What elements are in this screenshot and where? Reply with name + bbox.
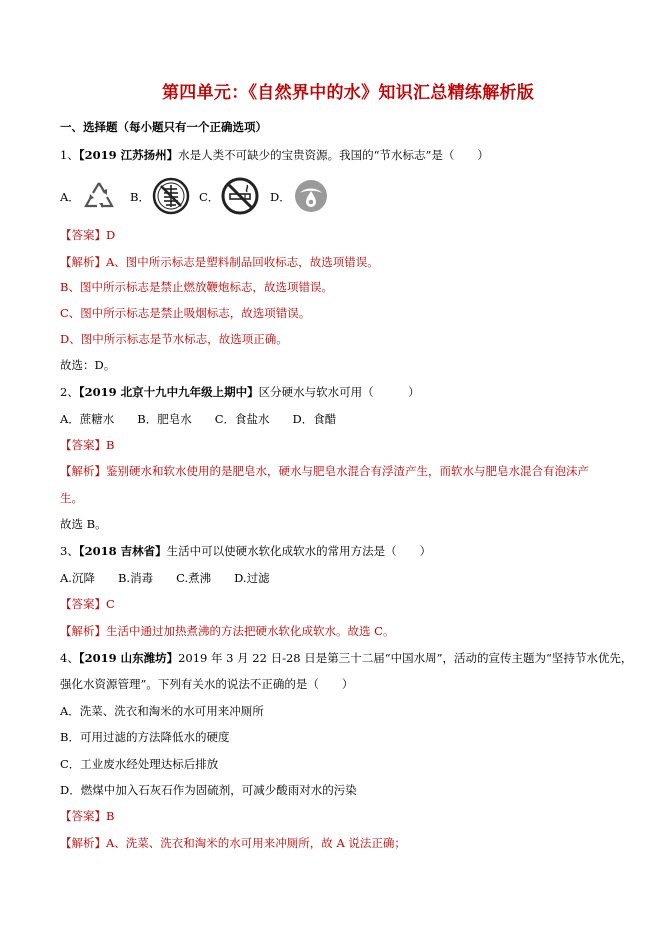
q2-answer: 【答案】B — [60, 438, 115, 452]
q1-option-b-label: B． — [130, 190, 150, 204]
q4-option-a: A．洗菜、洗衣和淘米的水可用来冲厕所 — [60, 704, 264, 718]
q1-option-d-label: D． — [270, 190, 291, 204]
q3-stem: 生活中可以使硬水软化成软水的常用方法是（ ） — [166, 544, 432, 558]
q4-stem-line-2: 强化水资源管理”。下列有关水的说法不正确的是（ ） — [60, 677, 354, 691]
q4-option-c: C．工业废水经处理达标后排放 — [60, 757, 219, 771]
q1-stem: 水是人类不可缺少的宝贵资源。我国的“节水标志”是（ ） — [178, 148, 489, 162]
q4-option-d: D．燃煤中加入石灰石作为固硫剂，可减少酸雨对水的污染 — [60, 783, 357, 797]
q1-option-a-label: A． — [60, 190, 80, 204]
recycle-icon — [80, 177, 118, 215]
q4-source: 【2019 山东潍坊】 — [78, 651, 179, 665]
no-firecracker-icon — [152, 177, 190, 215]
q4-stem-line-1: 2019 年 3 月 22 日-28 日是第三十二届“中国水周”，活动的宣传主题为“坚持节水优先， — [178, 651, 633, 665]
q1-option-c-label: C． — [199, 190, 220, 204]
q3-number: 3、 — [60, 544, 79, 558]
q1-analysis-d: D、图中所示标志是节水标志，故选项正确。 — [60, 332, 288, 346]
question-4 — [60, 650, 632, 666]
q4-number: 4、 — [60, 651, 79, 665]
page-title: 第四单元：《自然界中的水》知识汇总精练解析版 — [162, 83, 535, 103]
q2-conclusion: 故选 B。 — [60, 517, 107, 531]
q4-answer: 【答案】B — [60, 809, 115, 823]
q2-analysis-line-1: 【解析】鉴别硬水和软水使用的是肥皂水，硬水与肥皂水混合有浮渣产生，而软水与肥皂水混合有泡沫产 — [60, 464, 589, 478]
question-2 — [60, 384, 420, 400]
q1-analysis-a: 【解析】A、图中所示标志是塑料制品回收标志，故选项错误。 — [60, 255, 379, 269]
q4-option-b: B．可用过滤的方法降低水的硬度 — [60, 730, 230, 744]
q1-number: 1、 — [60, 148, 79, 162]
no-smoking-icon — [221, 177, 259, 215]
water-saving-icon — [292, 177, 330, 215]
q1-source: 【2019 江苏扬州】 — [78, 148, 179, 162]
q3-source: 【2018 吉林省】 — [78, 544, 167, 558]
q2-number: 2、 — [60, 385, 79, 399]
q1-analysis-c: C、图中所示标志是禁止吸烟标志，故选项错误。 — [60, 306, 311, 320]
q1-conclusion: 故选：D。 — [60, 358, 116, 372]
q4-analysis: 【解析】A、洗菜、洗衣和淘米的水可用来冲厕所，故 A 说法正确； — [60, 836, 406, 850]
q1-answer: 【答案】D — [60, 228, 116, 242]
q1-analysis-b: B、图中所示标志是禁止燃放鞭炮标志，故选项错误。 — [60, 280, 333, 294]
question-1 — [60, 147, 489, 163]
q2-source: 【2019 北京十九中九年级上期中】 — [78, 385, 259, 399]
q2-analysis-line-2: 生。 — [60, 491, 83, 505]
q3-analysis: 【解析】生活中通过加热煮沸的方法把硬水软化成软水。故选 C。 — [60, 624, 395, 638]
q2-stem: 区分硬水与软水可用（ ） — [258, 385, 420, 399]
q3-answer: 【答案】C — [60, 597, 115, 611]
q3-options: A.沉降 B.消毒 C.煮沸 D.过滤 — [60, 571, 270, 585]
question-3 — [60, 543, 431, 559]
q1-options — [60, 177, 620, 217]
q2-options: A．蔗糖水 B．肥皂水 C．食盐水 D．食醋 — [60, 412, 337, 426]
section-heading: 一、选择题（每小题只有一个正确选项） — [60, 120, 267, 134]
